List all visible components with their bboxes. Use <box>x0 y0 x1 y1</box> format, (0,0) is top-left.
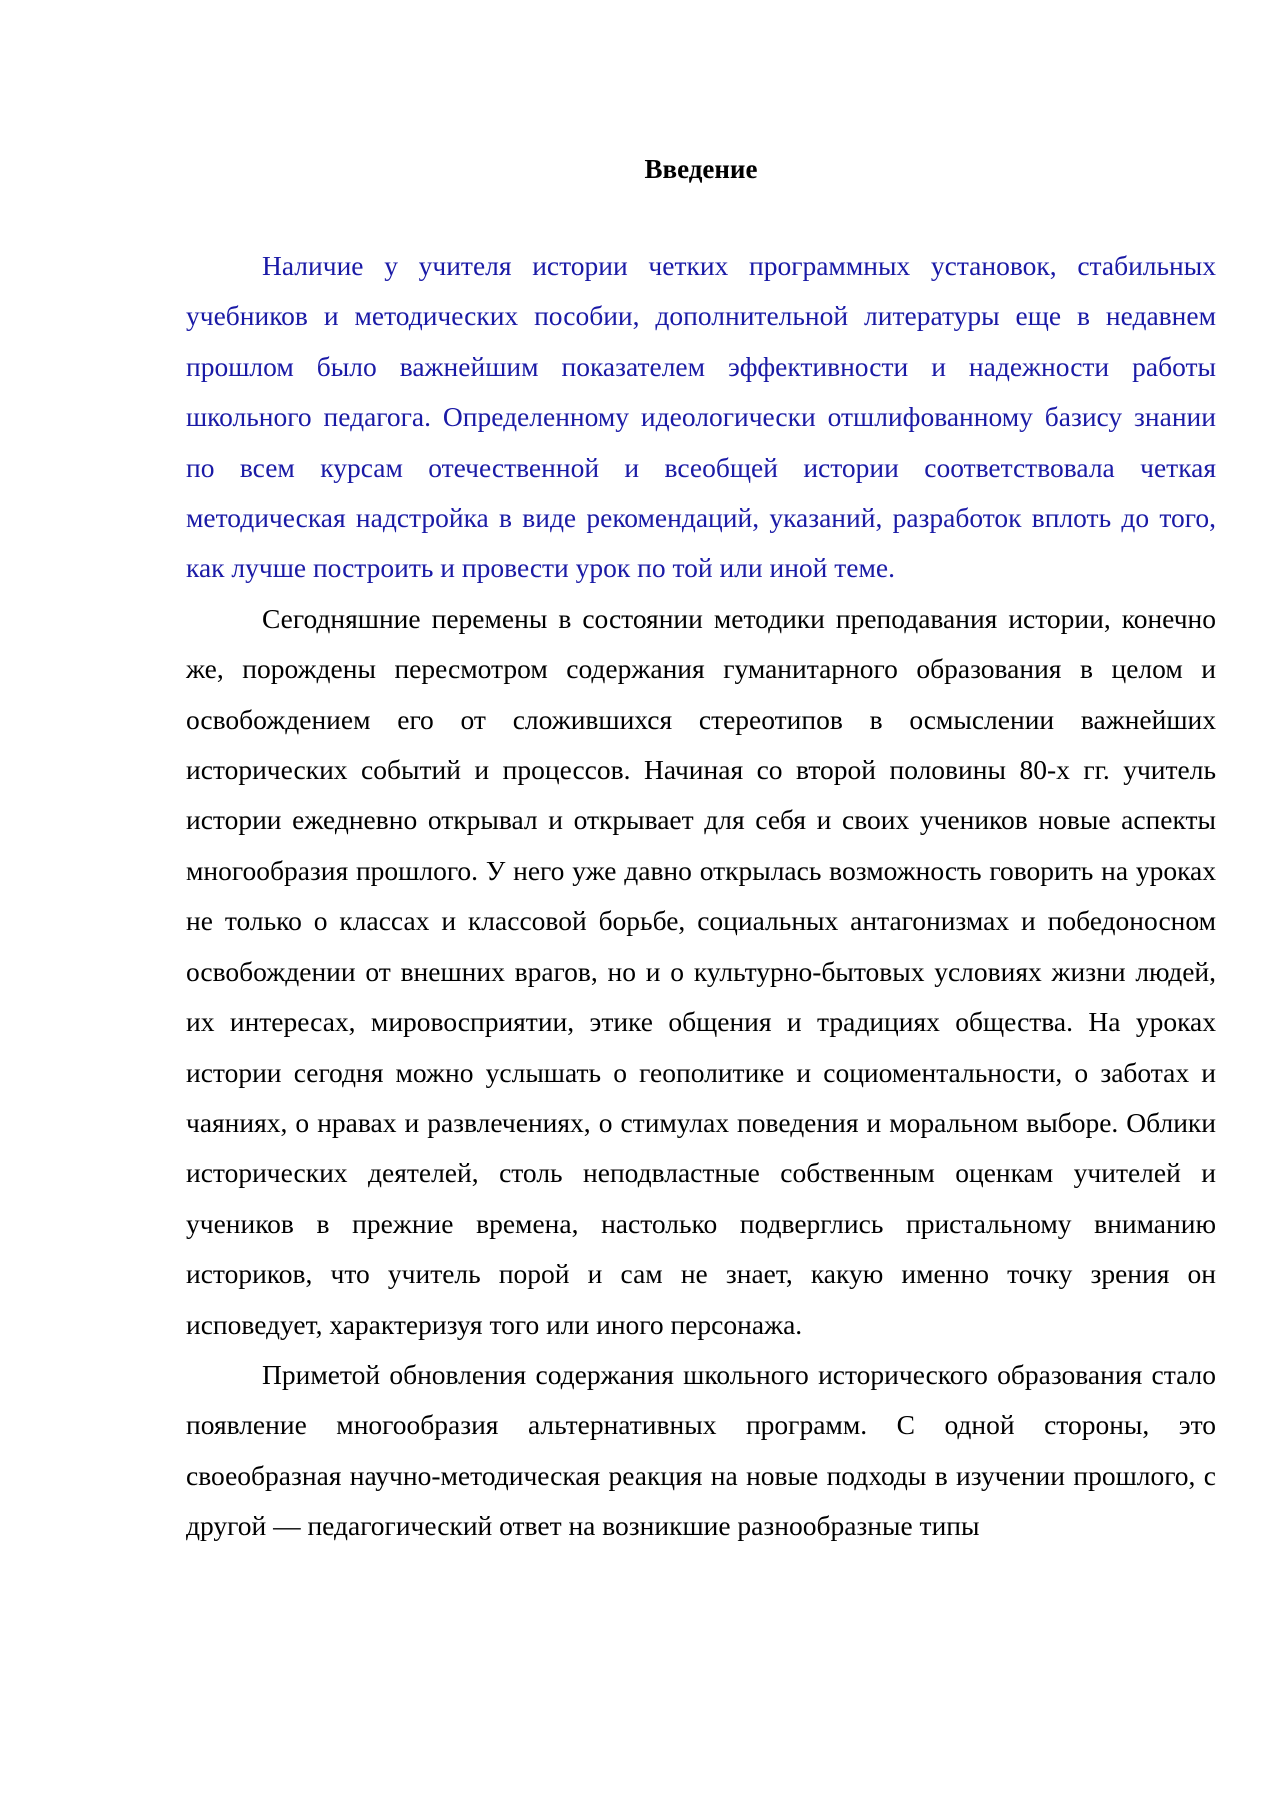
paragraph-programs: Приметой обновления содержания школьного исторического образования стало появление многообразия альтернативных программ. С одной стороны, это своеобразная научно-методическая реакция на новые подходы в изучении прошлого, с другой — педагогический ответ на возникшие разнообразные типы <box>186 1358 1216 1542</box>
paragraph-changes: Сегодняшние перемены в состоянии методики преподавания истории, конечно же, порождены пересмотром содержания гуманитарного образования в целом и освобождением его от сложившихся стереотипов в осмыслении важнейших исторических событий и процессов. Начиная со второй половины 80-х гг. учитель истории ежедневно открывал и открывает для себя и своих учеников новые аспекты многообразия прошлого. У него уже давно открылась возможность говорить на уроках не только о классах и классовой борьбе, социальных антагонизмах и победоносном освобождении от внешних врагов, но и о культурно-бытовых условиях жизни людей, их интересах, мировосприятии, этике общения и традициях общества. На уроках истории сегодня можно услышать о геополитике и социоментальности, о заботах и чаяниях, о нравах и развлечениях, о стимулах поведения и моральном выборе. Облики исторических деятелей, столь неподвластные собственным оценкам учителей и учеников в прежние времена, настолько подверглись пристальному вниманию историков, что учитель порой и сам не знает, какую именно точку зрения он исповедует, характеризуя того или иного персонажа. <box>186 602 1216 1340</box>
paragraph-intro: Наличие у учителя истории четких программных установок, стабильных учебников и методических пособии, дополнительной литературы еще в недавнем прошлом было важнейшим показателем эффективности и надежности работы школьного педагога. Определенному идеологически отшлифованному базису знании по всем курсам отечественной и всеобщей истории соответствовала четкая методическая надстройка в виде рекомендаций, указаний, разработок вплоть до того, как лучше построить и провести урок по той или иной теме. <box>186 250 1216 584</box>
document-heading: Введение <box>644 154 758 184</box>
document-body <box>186 241 1216 1552</box>
